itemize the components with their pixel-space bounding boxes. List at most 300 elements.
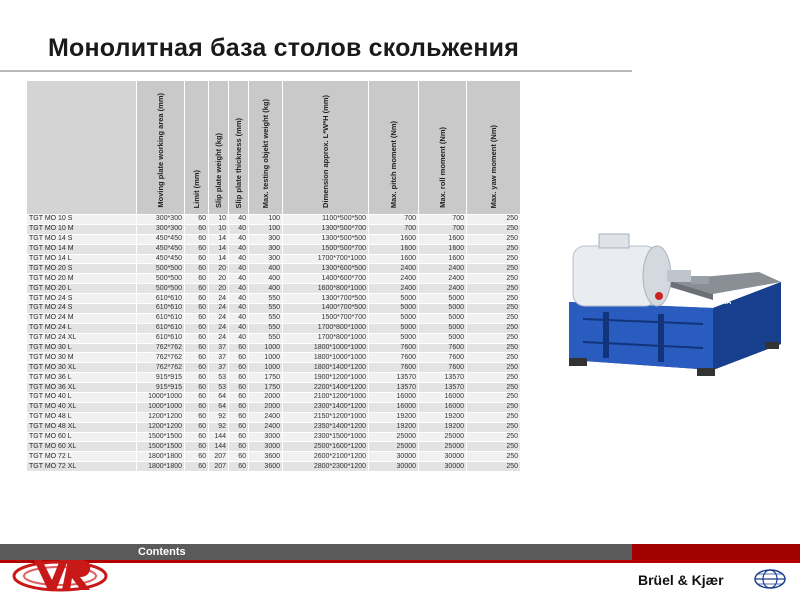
value-cell: 500*500 (137, 284, 185, 294)
value-cell: 610*610 (137, 313, 185, 323)
value-cell: 7600 (369, 353, 419, 363)
value-cell: 5000 (419, 333, 467, 343)
value-cell: 250 (467, 304, 521, 314)
value-cell: 1400*600*700 (283, 274, 369, 284)
value-cell: 250 (467, 215, 521, 225)
column-header (249, 81, 283, 215)
value-cell: 1900*1200*1000 (283, 373, 369, 383)
value-cell: 1500*700*700 (283, 313, 369, 323)
value-cell: 550 (249, 304, 283, 314)
value-cell: 1300*500*700 (283, 224, 369, 234)
value-cell: 60 (185, 215, 209, 225)
value-cell: 915*915 (137, 383, 185, 393)
table-row (27, 353, 521, 363)
column-header (467, 81, 521, 215)
value-cell: 1000 (249, 363, 283, 373)
value-cell: 2300*1500*1000 (283, 432, 369, 442)
model-cell: TGT MO 72 L (27, 452, 137, 462)
value-cell: 2100*1200*1000 (283, 393, 369, 403)
value-cell: 450*450 (137, 244, 185, 254)
value-cell: 7600 (369, 343, 419, 353)
value-cell: 25000 (369, 442, 419, 452)
coupling-rod (691, 276, 709, 284)
value-cell: 250 (467, 452, 521, 462)
value-cell: 1200*1200 (137, 412, 185, 422)
value-cell: 60 (185, 393, 209, 403)
value-cell: 5000 (419, 304, 467, 314)
value-cell: 60 (185, 274, 209, 284)
value-cell: 450*450 (137, 254, 185, 264)
value-cell: 60 (229, 402, 249, 412)
value-cell: 13570 (369, 373, 419, 383)
value-cell: 300*300 (137, 224, 185, 234)
value-cell: 60 (185, 363, 209, 373)
column-header (209, 81, 229, 215)
value-cell: 24 (209, 294, 229, 304)
value-cell: 60 (185, 353, 209, 363)
value-cell: 700 (419, 224, 467, 234)
value-cell: 60 (185, 452, 209, 462)
value-cell: 5000 (369, 313, 419, 323)
value-cell: 1600 (419, 254, 467, 264)
model-cell: TGT MO 10 M (27, 224, 137, 234)
value-cell: 300*300 (137, 215, 185, 225)
value-cell: 250 (467, 402, 521, 412)
value-cell: 14 (209, 244, 229, 254)
value-cell: 60 (185, 294, 209, 304)
value-cell: 450*450 (137, 234, 185, 244)
column-header-label: Dimension approx. L*W*H (mm) (321, 95, 330, 208)
table-row (27, 234, 521, 244)
value-cell: 250 (467, 254, 521, 264)
value-cell: 30000 (369, 462, 419, 472)
value-cell: 60 (185, 264, 209, 274)
column-header-label: Max. pitch moment (Nm) (389, 120, 398, 208)
value-cell: 60 (229, 373, 249, 383)
value-cell: 60 (185, 244, 209, 254)
value-cell: 60 (185, 343, 209, 353)
table-header-row (27, 81, 521, 215)
value-cell: 40 (229, 323, 249, 333)
model-cell: TGT MO 30 M (27, 353, 137, 363)
value-cell: 60 (229, 412, 249, 422)
value-cell: 550 (249, 294, 283, 304)
value-cell: 250 (467, 264, 521, 274)
column-header (283, 81, 369, 215)
value-cell: 40 (229, 313, 249, 323)
column-header (419, 81, 467, 215)
value-cell: 1400*700*500 (283, 304, 369, 314)
value-cell: 1500*1500 (137, 432, 185, 442)
value-cell: 40 (229, 304, 249, 314)
value-cell: 24 (209, 313, 229, 323)
value-cell: 400 (249, 284, 283, 294)
value-cell: 250 (467, 353, 521, 363)
value-cell: 300 (249, 234, 283, 244)
foot (697, 368, 715, 376)
value-cell: 60 (229, 383, 249, 393)
value-cell: 3000 (249, 432, 283, 442)
value-cell: 250 (467, 343, 521, 353)
value-cell: 1750 (249, 373, 283, 383)
model-cell: TGT MO 24 S (27, 294, 137, 304)
value-cell: 40 (229, 274, 249, 284)
base-side-face (713, 282, 781, 370)
value-cell: 40 (229, 244, 249, 254)
footer-red-stripe (0, 560, 800, 563)
foot (569, 358, 587, 366)
value-cell: 37 (209, 343, 229, 353)
model-cell: TGT MO 24 XL (27, 333, 137, 343)
value-cell: 250 (467, 333, 521, 343)
value-cell: 40 (229, 224, 249, 234)
value-cell: 915*915 (137, 373, 185, 383)
spec-table (26, 80, 521, 472)
frame-post (603, 312, 609, 358)
value-cell: 60 (185, 442, 209, 452)
value-cell: 250 (467, 294, 521, 304)
value-cell: 1300*500*500 (283, 234, 369, 244)
value-cell: 610*610 (137, 304, 185, 314)
value-cell: 2400 (419, 274, 467, 284)
value-cell: 550 (249, 323, 283, 333)
value-cell: 250 (467, 234, 521, 244)
value-cell: 1800*1000*1000 (283, 343, 369, 353)
model-cell: TGT MO 14 S (27, 234, 137, 244)
value-cell: 2800*2300*1200 (283, 462, 369, 472)
table-row (27, 304, 521, 314)
value-cell: 2350*1400*1200 (283, 422, 369, 432)
page-title: Монолитная база столов скольжения (48, 34, 520, 62)
value-cell: 60 (185, 313, 209, 323)
value-cell: 24 (209, 323, 229, 333)
table-row (27, 422, 521, 432)
value-cell: 762*762 (137, 343, 185, 353)
value-cell: 14 (209, 234, 229, 244)
value-cell: 13570 (419, 373, 467, 383)
value-cell: 60 (185, 323, 209, 333)
value-cell: 7600 (369, 363, 419, 373)
table-row (27, 244, 521, 254)
value-cell: 100 (249, 224, 283, 234)
value-cell: 250 (467, 422, 521, 432)
model-cell: TGT MO 20 M (27, 274, 137, 284)
value-cell: 207 (209, 462, 229, 472)
emergency-knob (655, 292, 663, 300)
value-cell: 60 (185, 383, 209, 393)
plate-label: TIRA (715, 299, 732, 306)
model-cell: TGT MO 30 XL (27, 363, 137, 373)
value-cell: 64 (209, 402, 229, 412)
column-header-label: Max. yaw moment (Nm) (489, 124, 498, 208)
column-header (137, 81, 185, 215)
value-cell: 1500*500*700 (283, 244, 369, 254)
table-row (27, 442, 521, 452)
value-cell: 2000 (249, 402, 283, 412)
value-cell: 30000 (419, 452, 467, 462)
value-cell: 40 (229, 294, 249, 304)
value-cell: 30000 (369, 452, 419, 462)
value-cell: 60 (229, 442, 249, 452)
value-cell: 3000 (249, 442, 283, 452)
slip-table-machine-image (563, 224, 791, 384)
value-cell: 1500*1500 (137, 442, 185, 452)
model-cell: TGT MO 24 M (27, 313, 137, 323)
value-cell: 250 (467, 274, 521, 284)
value-cell: 10 (209, 215, 229, 225)
value-cell: 700 (369, 215, 419, 225)
table-row (27, 393, 521, 403)
model-cell: TGT MO 20 S (27, 264, 137, 274)
value-cell: 60 (229, 422, 249, 432)
value-cell: 250 (467, 412, 521, 422)
table-row (27, 323, 521, 333)
value-cell: 250 (467, 383, 521, 393)
value-cell: 25000 (419, 432, 467, 442)
value-cell: 1700*700*1000 (283, 254, 369, 264)
table-row (27, 284, 521, 294)
value-cell: 2400 (419, 284, 467, 294)
value-cell: 19200 (369, 422, 419, 432)
model-cell: TGT MO 14 M (27, 244, 137, 254)
value-cell: 5000 (369, 333, 419, 343)
table-row (27, 363, 521, 373)
value-cell: 1300*700*500 (283, 294, 369, 304)
value-cell: 610*610 (137, 323, 185, 333)
coupling (667, 270, 691, 282)
value-cell: 300 (249, 254, 283, 264)
value-cell: 1300*600*500 (283, 264, 369, 274)
value-cell: 25000 (369, 432, 419, 442)
value-cell: 250 (467, 432, 521, 442)
column-header (27, 81, 137, 215)
value-cell: 5000 (419, 294, 467, 304)
value-cell: 60 (185, 462, 209, 472)
value-cell: 19200 (369, 412, 419, 422)
value-cell: 1100*500*500 (283, 215, 369, 225)
table-row (27, 343, 521, 353)
value-cell: 207 (209, 452, 229, 462)
value-cell: 2000 (249, 393, 283, 403)
value-cell: 24 (209, 333, 229, 343)
value-cell: 7600 (419, 363, 467, 373)
column-header-label: Moving plate working area (mm) (156, 93, 165, 208)
column-header (369, 81, 419, 215)
table-row (27, 333, 521, 343)
value-cell: 550 (249, 313, 283, 323)
table-row (27, 432, 521, 442)
value-cell: 762*762 (137, 353, 185, 363)
value-cell: 37 (209, 363, 229, 373)
value-cell: 400 (249, 264, 283, 274)
value-cell: 13570 (369, 383, 419, 393)
value-cell: 400 (249, 274, 283, 284)
value-cell: 60 (185, 432, 209, 442)
value-cell: 20 (209, 264, 229, 274)
value-cell: 14 (209, 254, 229, 264)
base-front-face (569, 302, 713, 370)
value-cell: 1700*800*1000 (283, 333, 369, 343)
value-cell: 1800*1000*1000 (283, 353, 369, 363)
model-cell: TGT MO 48 L (27, 412, 137, 422)
value-cell: 25000 (419, 442, 467, 452)
value-cell: 1800*1800 (137, 462, 185, 472)
value-cell: 250 (467, 224, 521, 234)
model-cell: TGT MO 60 L (27, 432, 137, 442)
table-row (27, 462, 521, 472)
footer-bar (0, 544, 800, 560)
value-cell: 5000 (419, 323, 467, 333)
value-cell: 1750 (249, 383, 283, 393)
value-cell: 40 (229, 234, 249, 244)
value-cell: 60 (185, 284, 209, 294)
value-cell: 1600 (419, 244, 467, 254)
value-cell: 1000 (249, 353, 283, 363)
value-cell: 2150*1200*1000 (283, 412, 369, 422)
value-cell: 1600 (369, 234, 419, 244)
value-cell: 24 (209, 304, 229, 314)
table-row (27, 224, 521, 234)
table-row (27, 215, 521, 225)
model-cell: TGT MO 24 L (27, 323, 137, 333)
value-cell: 500*500 (137, 274, 185, 284)
value-cell: 250 (467, 393, 521, 403)
brand-name: Brüel & Kjær (638, 572, 724, 588)
value-cell: 40 (229, 254, 249, 264)
column-header-label: Limit (mm) (192, 169, 201, 208)
value-cell: 60 (185, 412, 209, 422)
value-cell: 60 (185, 254, 209, 264)
value-cell: 700 (419, 215, 467, 225)
table-row (27, 402, 521, 412)
value-cell: 92 (209, 422, 229, 432)
table-row (27, 274, 521, 284)
table-body (27, 215, 521, 472)
column-header-label: Max. roll moment (Nm) (438, 127, 447, 208)
table-row (27, 264, 521, 274)
table-row (27, 383, 521, 393)
model-cell: TGT MO 14 L (27, 254, 137, 264)
value-cell: 762*762 (137, 363, 185, 373)
value-cell: 60 (185, 224, 209, 234)
contents-link[interactable]: Contents (138, 546, 186, 558)
value-cell: 250 (467, 313, 521, 323)
value-cell: 30000 (419, 462, 467, 472)
value-cell: 60 (185, 373, 209, 383)
value-cell: 5000 (419, 313, 467, 323)
value-cell: 1000*1000 (137, 393, 185, 403)
value-cell: 1800*1800 (137, 452, 185, 462)
shaker-top-housing (599, 234, 629, 248)
value-cell: 250 (467, 284, 521, 294)
value-cell: 1000 (249, 343, 283, 353)
column-header (229, 81, 249, 215)
value-cell: 1600 (419, 234, 467, 244)
frame-post (658, 314, 664, 362)
value-cell: 5000 (369, 294, 419, 304)
value-cell: 20 (209, 274, 229, 284)
model-cell: TGT MO 40 L (27, 393, 137, 403)
value-cell: 550 (249, 333, 283, 343)
value-cell: 2400 (419, 264, 467, 274)
value-cell: 40 (229, 215, 249, 225)
value-cell: 2400 (249, 412, 283, 422)
value-cell: 19200 (419, 412, 467, 422)
value-cell: 3600 (249, 452, 283, 462)
value-cell: 64 (209, 393, 229, 403)
value-cell: 100 (249, 215, 283, 225)
value-cell: 250 (467, 323, 521, 333)
value-cell: 700 (369, 224, 419, 234)
value-cell: 60 (185, 422, 209, 432)
value-cell: 1000*1000 (137, 402, 185, 412)
value-cell: 1800*1400*1200 (283, 363, 369, 373)
value-cell: 610*610 (137, 333, 185, 343)
value-cell: 1700*800*1000 (283, 323, 369, 333)
value-cell: 60 (229, 462, 249, 472)
value-cell: 16000 (419, 393, 467, 403)
value-cell: 19200 (419, 422, 467, 432)
vr-logo-icon (10, 550, 110, 598)
value-cell: 53 (209, 373, 229, 383)
value-cell: 40 (229, 264, 249, 274)
column-header (185, 81, 209, 215)
value-cell: 300 (249, 244, 283, 254)
value-cell: 10 (209, 224, 229, 234)
value-cell: 92 (209, 412, 229, 422)
value-cell: 60 (229, 432, 249, 442)
value-cell: 500*500 (137, 264, 185, 274)
model-cell: TGT MO 60 XL (27, 442, 137, 452)
value-cell: 16000 (369, 402, 419, 412)
value-cell: 16000 (419, 402, 467, 412)
table-row (27, 294, 521, 304)
column-header-label: Slip plate weight (kg) (214, 132, 223, 208)
value-cell: 60 (185, 333, 209, 343)
value-cell: 144 (209, 442, 229, 452)
value-cell: 2200*1400*1200 (283, 383, 369, 393)
model-cell: TGT MO 24 S (27, 304, 137, 314)
value-cell: 610*610 (137, 294, 185, 304)
value-cell: 3600 (249, 462, 283, 472)
value-cell: 60 (229, 363, 249, 373)
table-row (27, 452, 521, 462)
table-row (27, 373, 521, 383)
model-cell: TGT MO 72 XL (27, 462, 137, 472)
value-cell: 7600 (419, 343, 467, 353)
model-cell: TGT MO 10 S (27, 215, 137, 225)
value-cell: 5000 (369, 323, 419, 333)
value-cell: 250 (467, 442, 521, 452)
globe-logo-icon (752, 568, 788, 590)
value-cell: 2400 (369, 264, 419, 274)
value-cell: 2400 (249, 422, 283, 432)
value-cell: 20 (209, 284, 229, 294)
value-cell: 7600 (419, 353, 467, 363)
value-cell: 250 (467, 363, 521, 373)
table-row (27, 313, 521, 323)
value-cell: 2400 (369, 274, 419, 284)
value-cell: 13570 (419, 383, 467, 393)
value-cell: 250 (467, 244, 521, 254)
value-cell: 60 (229, 452, 249, 462)
value-cell: 2400 (369, 284, 419, 294)
value-cell: 40 (229, 284, 249, 294)
value-cell: 16000 (369, 393, 419, 403)
table-row (27, 412, 521, 422)
value-cell: 250 (467, 373, 521, 383)
value-cell: 2300*1400*1200 (283, 402, 369, 412)
